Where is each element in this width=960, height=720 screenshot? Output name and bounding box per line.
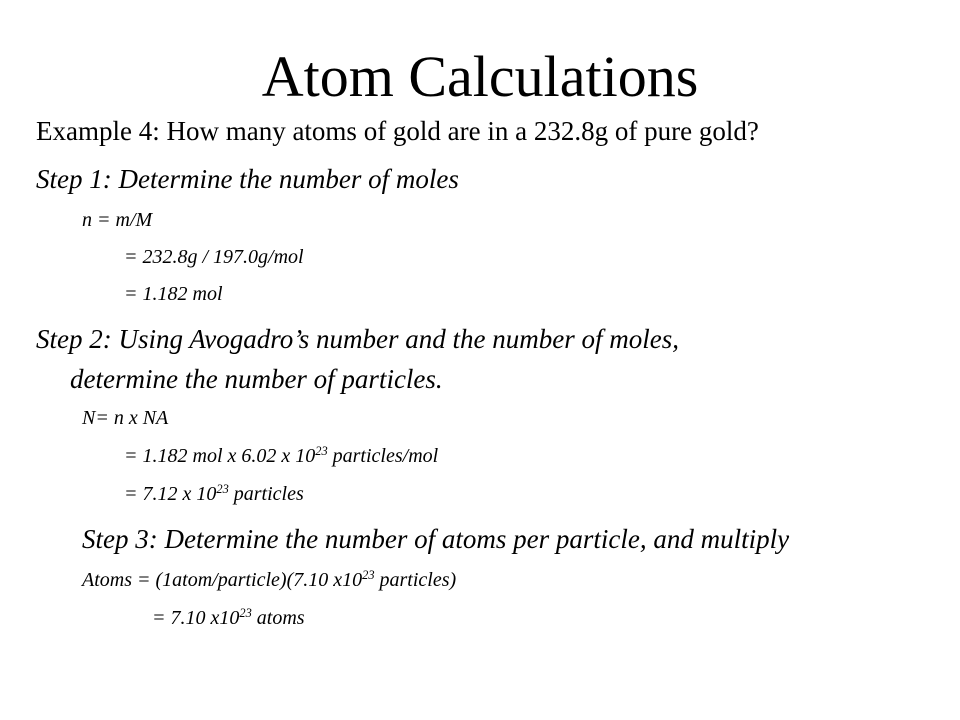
step3-result-text: = 7.10 x10: [152, 607, 240, 629]
step1-formula: n = m/M: [82, 209, 153, 231]
step3-result-exponent: 23: [239, 606, 252, 621]
step3-heading: Step 3: Determine the number of atoms per particle, and multiply: [82, 524, 790, 554]
step3-formula-text: Atoms = (1atom/particle)(7.10 x10: [82, 569, 363, 591]
step2-result-exponent: 23: [216, 482, 229, 497]
step2-substitution-exponent: 23: [315, 444, 328, 459]
step2-result: [124, 481, 304, 507]
step1-heading: Step 1: Determine the number of moles: [36, 164, 459, 194]
step2-formula: N= n x NA: [82, 407, 169, 429]
step2-result-text: = 7.12 x 10: [124, 483, 217, 505]
step2-heading-line2: determine the number of particles.: [70, 364, 443, 394]
step3-formula-exponent: 23: [362, 568, 375, 583]
step3-formula: [82, 567, 456, 593]
step2-heading-line1: Step 2: Using Avogadro’s number and the number of moles,: [36, 324, 679, 354]
step3-result-unit: atoms: [251, 607, 305, 629]
step3-formula-unit: particles): [374, 569, 457, 591]
step1-substitution: = 232.8g / 197.0g/mol: [124, 246, 304, 268]
step2-substitution: [124, 443, 438, 469]
step2-substitution-unit: particles/mol: [327, 445, 439, 467]
example-question: Example 4: How many atoms of gold are in a 232.8g of pure gold?: [36, 116, 759, 146]
step2-result-unit: particles: [228, 483, 304, 505]
step3-result: [152, 605, 305, 631]
step2-substitution-text: = 1.182 mol x 6.02 x 10: [124, 445, 316, 467]
slide-title: Atom Calculations: [261, 44, 699, 109]
step1-result: = 1.182 mol: [124, 283, 223, 305]
